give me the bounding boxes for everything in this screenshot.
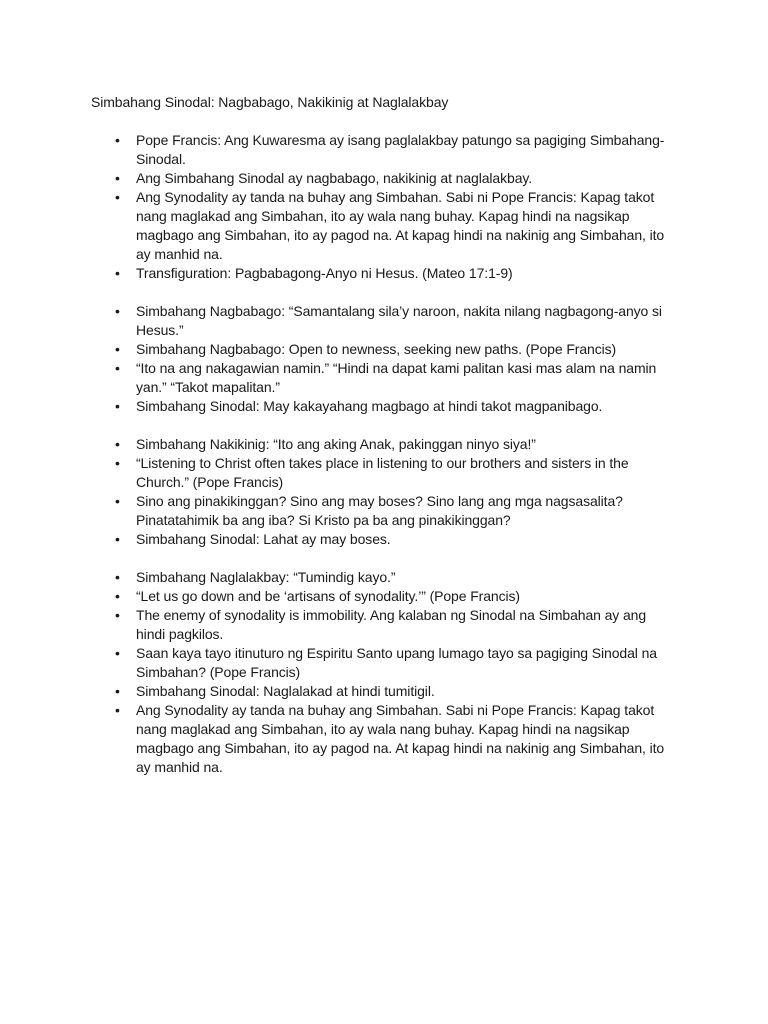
list-item: • Pope Francis: Ang Kuwaresma ay isang paglalakbay patungo sa pagiging Simbahang-Sinodal. <box>91 131 673 169</box>
list-item: • Ang Simbahang Sinodal ay nagbabago, nakikinig at naglalakbay. <box>91 169 673 188</box>
document-title: Simbahang Sinodal: Nagbabago, Nakikinig at Naglalakbay <box>91 94 449 110</box>
list-item: • Simbahang Nagbabago: Open to newness, seeking new paths. (Pope Francis) <box>91 340 673 359</box>
list-item: • Ang Synodality ay tanda na buhay ang Simbahan. Sabi ni Pope Francis: Kapag takot nang maglakad ang Simbahan, ito ay wala nang buhay. Kapag hindi na nagsikap magbago ang Simbahan, ito ay pagod na. At kapag hindi na nakinig ang Simbahan, ito ay manhid na. <box>91 188 673 264</box>
list-item: • Simbahang Sinodal: Naglalakad at hindi tumitigil. <box>91 682 673 701</box>
list-item: • “Ito na ang nakagawian namin.” “Hindi na dapat kami palitan kasi mas alam na namin yan.” “Takot mapalitan.” <box>91 359 673 397</box>
list-item: • The enemy of synodality is immobility. Ang kalaban ng Sinodal na Simbahan ay ang hindi pagkilos. <box>91 606 673 644</box>
list-item: • Simbahang Naglalakbay: “Tumindig kayo.” <box>91 568 673 587</box>
list-item: • “Listening to Christ often takes place in listening to our brothers and sisters in the Church.” (Pope Francis) <box>91 454 673 492</box>
list-item: • Simbahang Nakikinig: “Ito ang aking Anak, pakinggan ninyo siya!” <box>91 435 673 454</box>
list-item: • Simbahang Nagbabago: “Samantalang sila’y naroon, nakita nilang nagbagong-anyo si Hesus.” <box>91 302 673 340</box>
list-item: • Simbahang Sinodal: Lahat ay may boses. <box>91 530 673 549</box>
list-item: • Transfiguration: Pagbabagong-Anyo ni Hesus. (Mateo 17:1-9) <box>91 264 673 283</box>
list-item: • Simbahang Sinodal: May kakayahang magbago at hindi takot magpanibago. <box>91 397 673 416</box>
bullet-list <box>91 131 698 777</box>
list-item: • Saan kaya tayo itinuturo ng Espiritu Santo upang lumago tayo sa pagiging Sinodal na Simbahan? (Pope Francis) <box>91 644 673 682</box>
list-item: • “Let us go down and be ‘artisans of synodality.’” (Pope Francis) <box>91 587 673 606</box>
list-item: • Sino ang pinakikinggan? Sino ang may boses? Sino lang ang mga nagsasalita? Pinatatahimik ba ang iba? Si Kristo pa ba ang pinakikinggan? <box>91 492 673 530</box>
list-item: • Ang Synodality ay tanda na buhay ang Simbahan. Sabi ni Pope Francis: Kapag takot nang maglakad ang Simbahan, ito ay wala nang buhay. Kapag hindi na nagsikap magbago ang Simbahan, ito ay pagod na. At kapag hindi na nakinig ang Simbahan, ito ay manhid na. <box>91 701 673 777</box>
